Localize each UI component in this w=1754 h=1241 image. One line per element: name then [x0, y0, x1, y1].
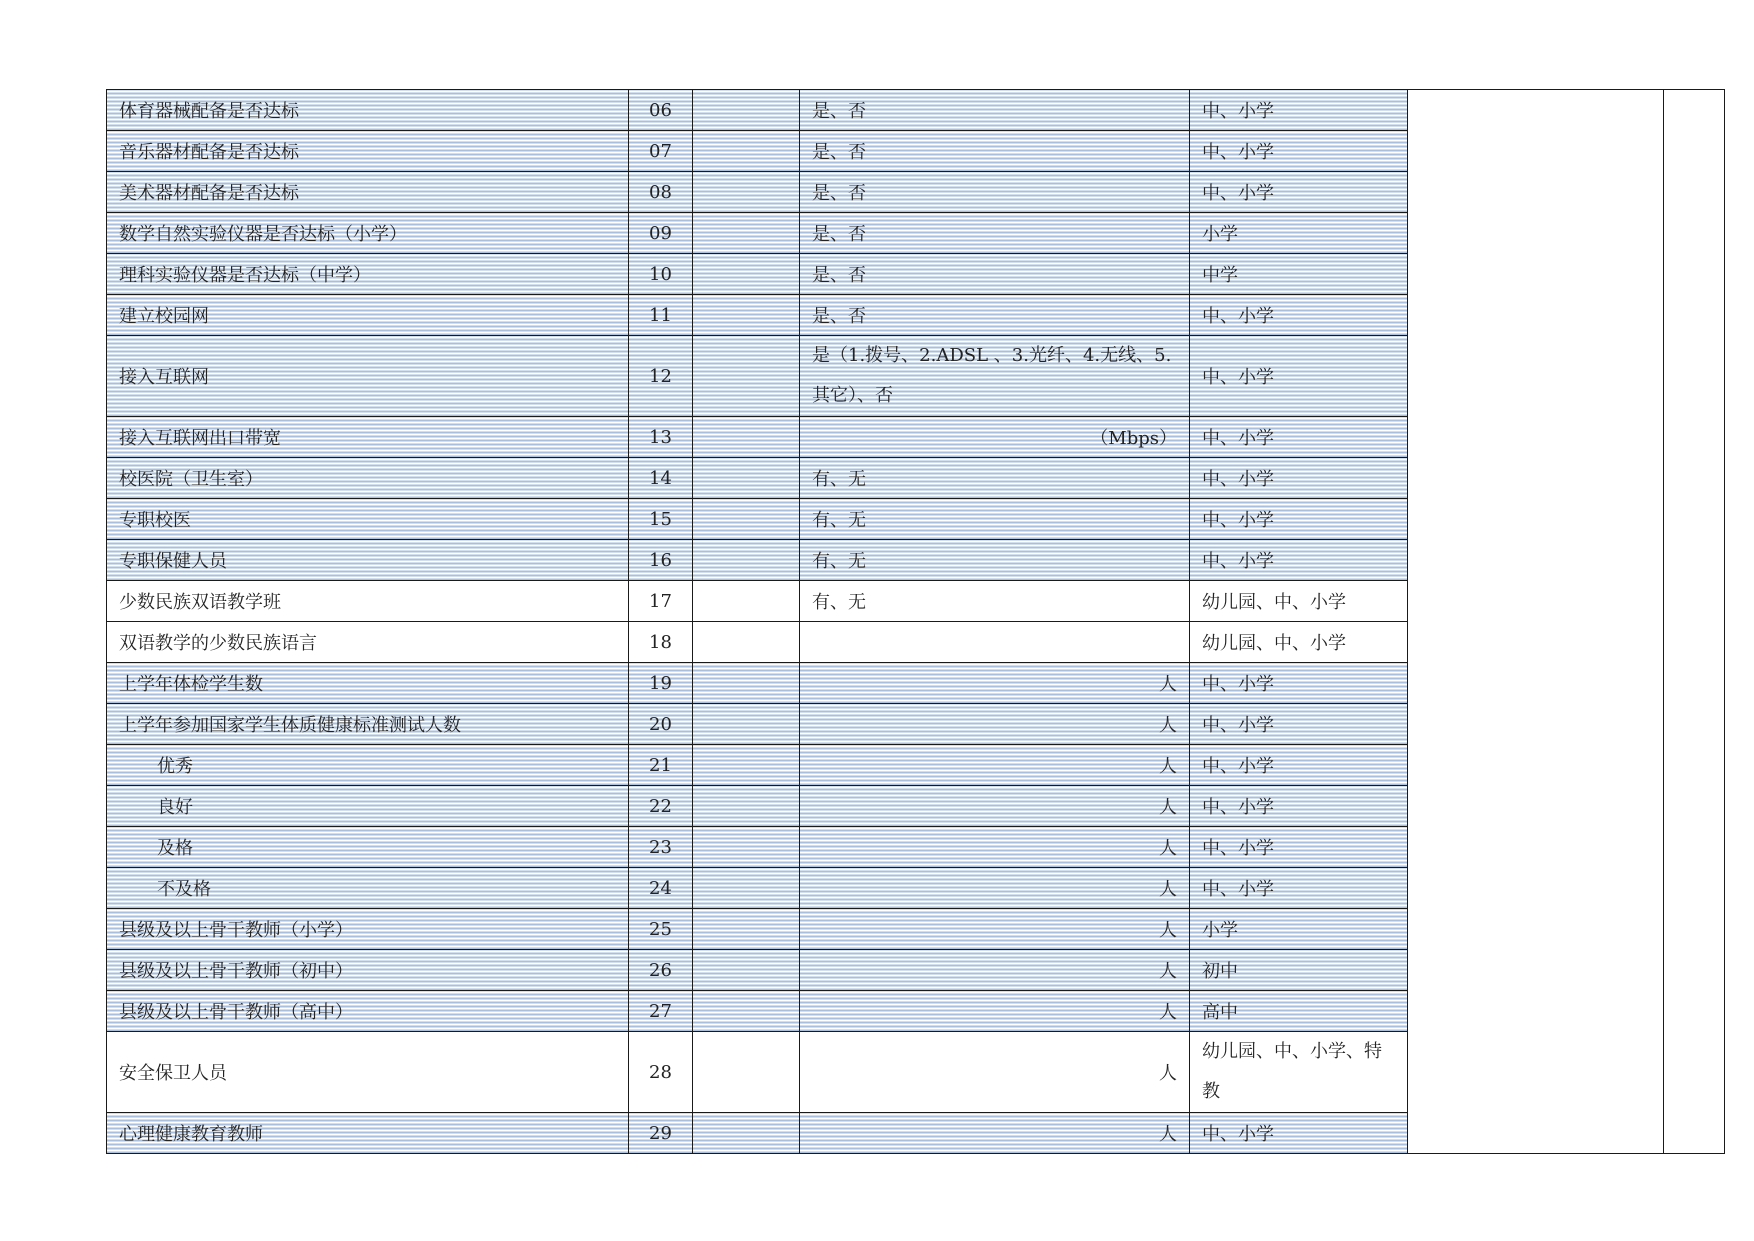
item-name: 心理健康教育教师 [107, 1113, 629, 1154]
item-code: 20 [629, 704, 693, 745]
item-code: 07 [629, 131, 693, 172]
item-code: 16 [629, 540, 693, 581]
item-name: 良好 [107, 786, 629, 827]
item-name: 美术器材配备是否达标 [107, 172, 629, 213]
option-text: 人 [800, 704, 1190, 745]
empty-column-narrow [1664, 90, 1725, 1154]
option-text: 有、无 [800, 458, 1190, 499]
option-text: 是、否 [800, 295, 1190, 336]
item-name: 校医院（卫生室） [107, 458, 629, 499]
scope-text: 幼儿园、中、小学、特教 [1190, 1032, 1408, 1113]
statistics-table [106, 89, 1725, 1154]
scope-text: 高中 [1190, 991, 1408, 1032]
option-text: 是、否 [800, 254, 1190, 295]
item-code: 29 [629, 1113, 693, 1154]
table-row [107, 90, 1725, 131]
item-code: 15 [629, 499, 693, 540]
value-cell[interactable] [693, 1113, 800, 1154]
value-cell[interactable] [693, 909, 800, 950]
scope-text: 中学 [1190, 254, 1408, 295]
value-cell[interactable] [693, 745, 800, 786]
item-name: 建立校园网 [107, 295, 629, 336]
item-name: 上学年体检学生数 [107, 663, 629, 704]
item-code: 24 [629, 868, 693, 909]
value-cell[interactable] [693, 131, 800, 172]
value-cell[interactable] [693, 540, 800, 581]
item-code: 17 [629, 581, 693, 622]
item-name: 接入互联网出口带宽 [107, 417, 629, 458]
option-text [800, 622, 1190, 663]
item-name: 安全保卫人员 [107, 1032, 629, 1113]
scope-text: 中、小学 [1190, 458, 1408, 499]
option-text: 有、无 [800, 499, 1190, 540]
scope-text: 小学 [1190, 213, 1408, 254]
scope-text: 初中 [1190, 950, 1408, 991]
scope-text: 中、小学 [1190, 499, 1408, 540]
option-text: 人 [800, 1032, 1190, 1113]
scope-text: 中、小学 [1190, 704, 1408, 745]
option-text: 人 [800, 950, 1190, 991]
scope-text: 中、小学 [1190, 663, 1408, 704]
scope-text: 中、小学 [1190, 90, 1408, 131]
item-name: 少数民族双语教学班 [107, 581, 629, 622]
item-name: 专职校医 [107, 499, 629, 540]
scope-text: 中、小学 [1190, 172, 1408, 213]
option-text: 人 [800, 991, 1190, 1032]
scope-text: 中、小学 [1190, 295, 1408, 336]
value-cell[interactable] [693, 950, 800, 991]
scope-text: 中、小学 [1190, 786, 1408, 827]
value-cell[interactable] [693, 786, 800, 827]
scope-text: 中、小学 [1190, 540, 1408, 581]
item-code: 08 [629, 172, 693, 213]
option-text: 是、否 [800, 172, 1190, 213]
item-code: 19 [629, 663, 693, 704]
item-name: 优秀 [107, 745, 629, 786]
value-cell[interactable] [693, 622, 800, 663]
option-text: 人 [800, 868, 1190, 909]
option-text: 是、否 [800, 131, 1190, 172]
scope-text: 中、小学 [1190, 131, 1408, 172]
scope-text: 中、小学 [1190, 336, 1408, 417]
option-text: 有、无 [800, 540, 1190, 581]
item-name: 县级及以上骨干教师（初中） [107, 950, 629, 991]
scope-text: 中、小学 [1190, 827, 1408, 868]
value-cell[interactable] [693, 417, 800, 458]
item-code: 14 [629, 458, 693, 499]
option-text: 人 [800, 1113, 1190, 1154]
item-code: 28 [629, 1032, 693, 1113]
value-cell[interactable] [693, 458, 800, 499]
scope-text: 幼儿园、中、小学 [1190, 622, 1408, 663]
option-text: （Mbps） [800, 417, 1190, 458]
option-text: 是（1.拨号、2.ADSL 、3.光纤、4.无线、5.其它）、否 [800, 336, 1190, 417]
option-text: 人 [800, 663, 1190, 704]
value-cell[interactable] [693, 991, 800, 1032]
item-code: 06 [629, 90, 693, 131]
value-cell[interactable] [693, 868, 800, 909]
value-cell[interactable] [693, 295, 800, 336]
item-code: 23 [629, 827, 693, 868]
value-cell[interactable] [693, 827, 800, 868]
item-code: 11 [629, 295, 693, 336]
item-code: 25 [629, 909, 693, 950]
item-name: 县级及以上骨干教师（高中） [107, 991, 629, 1032]
value-cell[interactable] [693, 581, 800, 622]
scope-text: 中、小学 [1190, 1113, 1408, 1154]
option-text: 是、否 [800, 213, 1190, 254]
item-name: 音乐器材配备是否达标 [107, 131, 629, 172]
item-code: 09 [629, 213, 693, 254]
value-cell[interactable] [693, 172, 800, 213]
value-cell[interactable] [693, 254, 800, 295]
item-name: 理科实验仪器是否达标（中学） [107, 254, 629, 295]
scope-text: 幼儿园、中、小学 [1190, 581, 1408, 622]
option-text: 有、无 [800, 581, 1190, 622]
item-name: 上学年参加国家学生体质健康标准测试人数 [107, 704, 629, 745]
value-cell[interactable] [693, 499, 800, 540]
option-text: 人 [800, 827, 1190, 868]
value-cell[interactable] [693, 663, 800, 704]
value-cell[interactable] [693, 213, 800, 254]
item-code: 13 [629, 417, 693, 458]
item-code: 10 [629, 254, 693, 295]
scope-text: 小学 [1190, 909, 1408, 950]
item-code: 26 [629, 950, 693, 991]
value-cell[interactable] [693, 704, 800, 745]
value-cell[interactable] [693, 1032, 800, 1113]
value-cell[interactable] [693, 90, 800, 131]
item-name: 双语教学的少数民族语言 [107, 622, 629, 663]
option-text: 人 [800, 786, 1190, 827]
scope-text: 中、小学 [1190, 417, 1408, 458]
option-text: 人 [800, 745, 1190, 786]
item-code: 18 [629, 622, 693, 663]
item-name: 县级及以上骨干教师（小学） [107, 909, 629, 950]
empty-column [1408, 90, 1664, 1154]
item-name: 专职保健人员 [107, 540, 629, 581]
item-name: 及格 [107, 827, 629, 868]
item-name: 接入互联网 [107, 336, 629, 417]
item-code: 21 [629, 745, 693, 786]
item-name: 不及格 [107, 868, 629, 909]
option-text: 是、否 [800, 90, 1190, 131]
item-code: 27 [629, 991, 693, 1032]
option-text: 人 [800, 909, 1190, 950]
value-cell[interactable] [693, 336, 800, 417]
item-code: 12 [629, 336, 693, 417]
scope-text: 中、小学 [1190, 745, 1408, 786]
item-code: 22 [629, 786, 693, 827]
item-name: 数学自然实验仪器是否达标（小学） [107, 213, 629, 254]
scope-text: 中、小学 [1190, 868, 1408, 909]
item-name: 体育器械配备是否达标 [107, 90, 629, 131]
